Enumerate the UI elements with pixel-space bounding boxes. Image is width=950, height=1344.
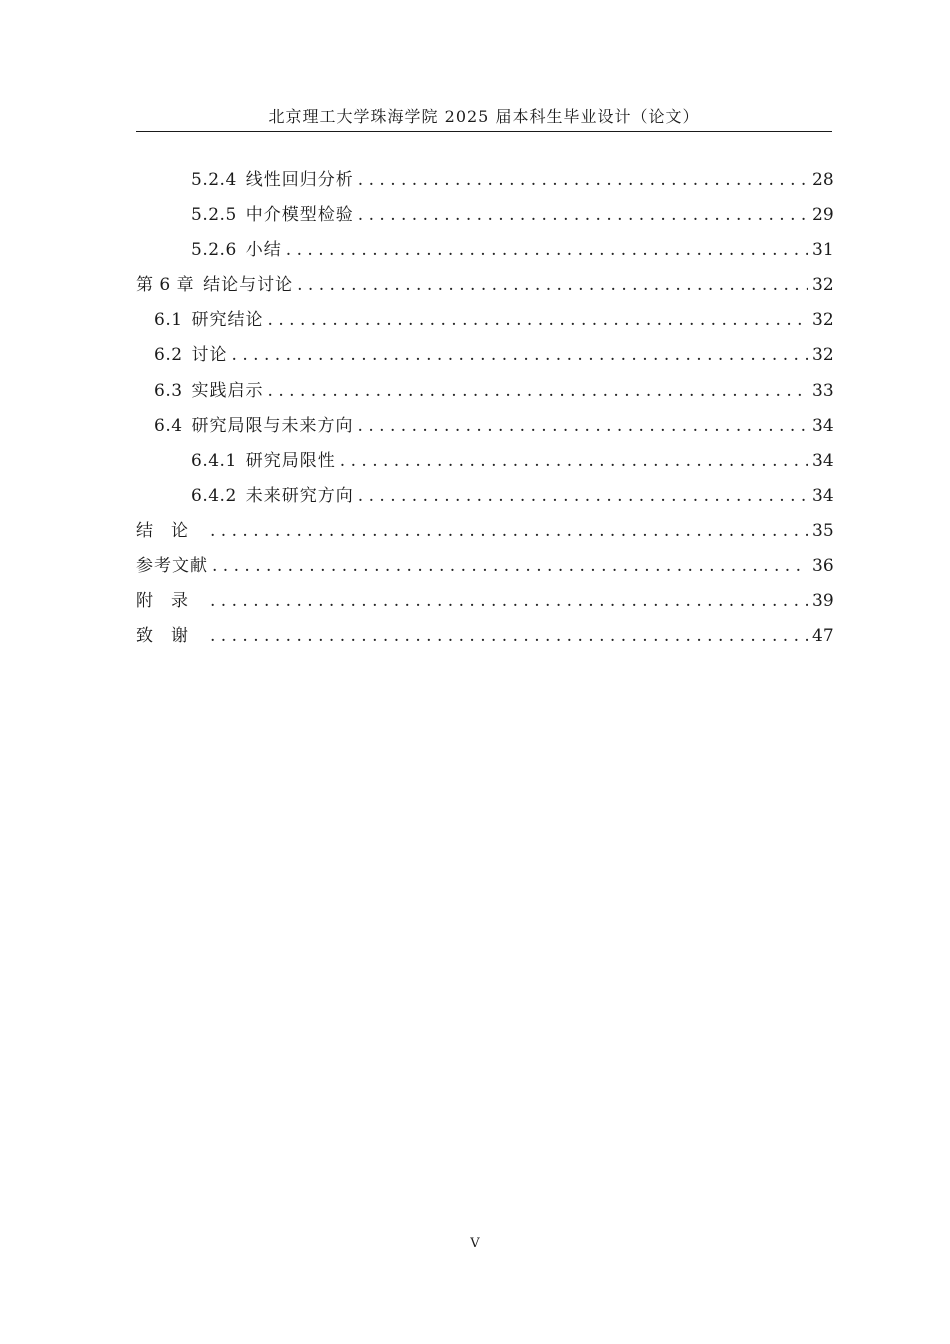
toc-entry-title: 研究局限与未来方向 bbox=[191, 415, 354, 436]
toc-leader-dots bbox=[340, 444, 808, 479]
toc-entry-page: 29 bbox=[812, 205, 834, 226]
toc-leader-dots bbox=[358, 163, 808, 198]
toc-leader-dots bbox=[358, 479, 808, 514]
page-header: 北京理工大学珠海学院 2025 届本科生毕业设计（论文） bbox=[268, 107, 700, 126]
toc-entry-title: 致谢 bbox=[136, 626, 206, 647]
toc-leader-dots bbox=[286, 233, 808, 268]
toc-entry-page: 39 bbox=[812, 591, 834, 612]
toc-leader-dots bbox=[297, 268, 808, 303]
toc-entry-5-2-4[interactable] bbox=[136, 163, 832, 198]
toc-leader-dots bbox=[210, 584, 808, 619]
toc-leader-dots bbox=[210, 514, 808, 549]
toc-entry-title: 实践启示 bbox=[191, 380, 264, 401]
toc-entry-6-4-2[interactable] bbox=[136, 479, 832, 514]
toc-entry-page: 28 bbox=[812, 170, 834, 190]
toc-entry-title: 附录 bbox=[136, 591, 206, 612]
toc-entry-number: 6.4.2 bbox=[191, 485, 237, 506]
toc-entry-page: 31 bbox=[812, 240, 834, 261]
toc-entry-number: 6.1 bbox=[154, 310, 183, 331]
toc-entry-title: 研究局限性 bbox=[245, 450, 336, 471]
toc-entry-number: 6.4 bbox=[154, 415, 183, 436]
toc-entry-number: 5.2.4 bbox=[191, 170, 237, 190]
toc-leader-dots bbox=[268, 303, 808, 338]
toc-entry-page: 34 bbox=[812, 450, 834, 471]
toc-entry-title: 结论与讨论 bbox=[203, 275, 294, 296]
page-number: V bbox=[470, 1236, 480, 1251]
toc-entry-page: 35 bbox=[812, 520, 834, 541]
toc-entry-title: 结论 bbox=[136, 520, 206, 541]
toc-entry-6-4-1[interactable] bbox=[136, 444, 832, 479]
toc-entry-6-4[interactable] bbox=[136, 409, 832, 444]
toc-entry-page: 47 bbox=[812, 626, 834, 647]
toc-entry-number: 第 6 章 bbox=[136, 275, 195, 296]
toc-entry-page: 33 bbox=[812, 380, 834, 401]
toc-entry-title: 讨论 bbox=[191, 345, 228, 366]
toc-entry-title: 小结 bbox=[245, 240, 282, 261]
toc-entry-6-1[interactable] bbox=[136, 303, 832, 338]
toc-entry-page: 32 bbox=[812, 310, 834, 331]
toc-entry-5-2-6[interactable] bbox=[136, 233, 832, 268]
toc-entry-title: 未来研究方向 bbox=[245, 485, 354, 506]
toc-entry-title: 研究结论 bbox=[191, 310, 264, 331]
toc-leader-dots bbox=[212, 549, 808, 584]
toc-entry-6-3[interactable] bbox=[136, 374, 832, 409]
toc-entry-appendix[interactable] bbox=[136, 584, 832, 619]
toc-entry-page: 34 bbox=[812, 485, 834, 506]
toc-entry-number: 6.4.1 bbox=[191, 450, 237, 471]
toc-entry-title: 中介模型检验 bbox=[245, 205, 354, 226]
toc-leader-dots bbox=[268, 374, 808, 409]
toc-leader-dots bbox=[358, 409, 808, 444]
table-of-contents bbox=[136, 163, 832, 654]
toc-entry-5-2-5[interactable] bbox=[136, 198, 832, 233]
toc-entry-6-2[interactable] bbox=[136, 338, 832, 373]
toc-entry-references[interactable] bbox=[136, 549, 832, 584]
toc-entry-title: 参考文献 bbox=[136, 556, 208, 577]
toc-leader-dots bbox=[232, 338, 808, 373]
toc-entry-number: 6.3 bbox=[154, 380, 183, 401]
toc-entry-page: 34 bbox=[812, 415, 834, 436]
toc-entry-number: 6.2 bbox=[154, 345, 183, 366]
toc-leader-dots bbox=[358, 198, 808, 233]
toc-entry-page: 32 bbox=[812, 345, 834, 366]
toc-entry-conclusion[interactable] bbox=[136, 514, 832, 549]
toc-entry-number: 5.2.5 bbox=[191, 205, 237, 226]
header-rule bbox=[136, 131, 832, 132]
toc-entry-title: 线性回归分析 bbox=[245, 170, 354, 190]
toc-entry-page: 36 bbox=[812, 556, 834, 577]
toc-entry-number: 5.2.6 bbox=[191, 240, 237, 261]
toc-entry-page: 32 bbox=[812, 275, 834, 296]
toc-entry-acknowledgements[interactable] bbox=[136, 619, 832, 654]
toc-entry-chapter-6[interactable] bbox=[136, 268, 832, 303]
toc-leader-dots bbox=[210, 619, 808, 654]
